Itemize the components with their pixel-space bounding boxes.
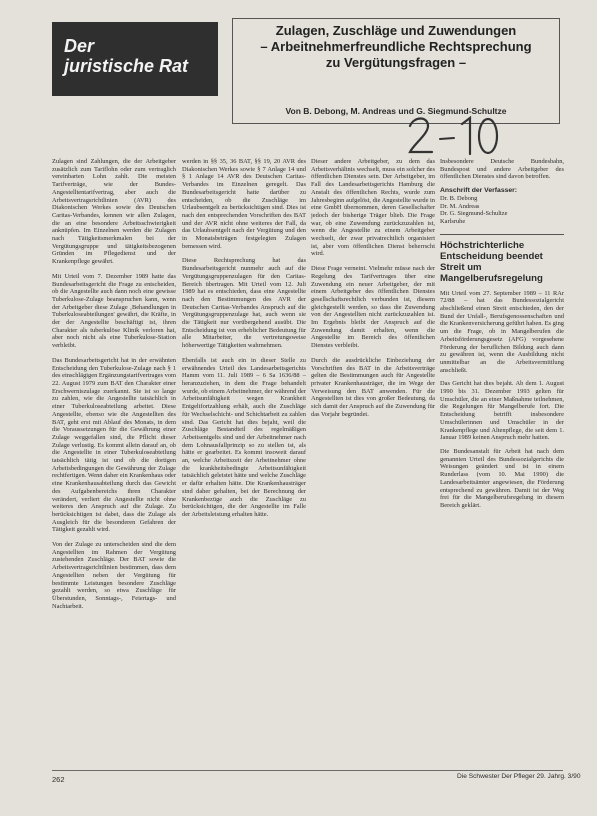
ribbon-text — [64, 36, 188, 76]
section-ribbon — [52, 22, 218, 96]
paragraph: Durch die ausdrückliche Einbeziehung der Vorschriften des BAT in die Arbeitsverträge gelten die Bestimmungen auch für Angestellte privater Krankenhausträger, die im Wege der Verweisung den BAT anwenden. Für die Angestellten ist dies von großer Bedeutung, da sich damit der Anspruch auf die Zuwendung für das Vorjahr begründet. — [311, 356, 435, 418]
article-title — [233, 23, 559, 71]
section-title: Höchstrichterliche Entscheidung beendet Streit um Mangelberufsregelung — [440, 239, 543, 284]
section-divider — [440, 234, 564, 235]
article-title-box — [232, 18, 560, 124]
paragraph: Das Bundesarbeitsgericht hat in der erwähnten Entscheidung den Tuberkulose-Zulage nach § 1 des einschlägigen Ergänzungstarifvertrages vom 22. August 1979 zum BAT den Charakter einer Erschwerniszulage zuerkannt. Sie ist so lange zu zahlen, wie die Angestellte tatsächlich in einer Tuberkuloseabteilung arbeitet. Diese Angestellte, ebenso wie die Angestellten des BAT, geht erst mit Ablauf des Monats, in dem die Voraussetzungen für die Gewährung einer Zulage weggefallen sind, die Pflicht dieser Zulage verlustig. Es kommt allein darauf an, ob die Angestellte in einer Tuberkuloseabteilung tatsächlich tätig ist und ob die dortigen Arbeitsbedingungen die Gewährung der Zulage rechtfertigen. Wenn daher ein Krankenhaus oder eine Krankenhausabteilung durch das Gewicht des Aufgabenbereichs ihren Charakter verändert, verliert die Angestellte nicht ohne weiteres den Anspruch auf die Zulage. Zu berücksichtigen ist dabei, dass die Zulage als Ausgleich für die besonderen Gefahren der Tätigkeit gezahlt wird. — [52, 356, 176, 534]
author-signature — [440, 195, 564, 226]
page-number: 262 — [52, 775, 65, 784]
publication-info: Die Schwester Der Pfleger 29. Jahrg. 3/90 — [457, 773, 581, 780]
column-2 — [182, 158, 306, 756]
column-4 — [440, 158, 564, 752]
paragraph: Die Bundesanstalt für Arbeit hat nach dem genannten Urteil des Bundessozialgerichts die Weisungen geändert und ist in einem Runderlass (vom 10. Mai 1990) die Landesarbeitsämter angewiesen, die Förderung entsprechend zu gewähren. Damit ist der Weg frei für die Mangelberufsregelung in diesem Bereich geklärt. — [440, 447, 564, 509]
paragraph: Insbesondere Deutsche Bundesbahn, Bundespost und andere Arbeitgeber des öffentlichen Dienstes sind davon betroffen. — [440, 158, 564, 181]
column-1 — [52, 158, 176, 756]
ribbon-line-1: Der — [64, 36, 95, 56]
title-line-1: Zulagen, Zuschläge und Zuwendungen — [275, 23, 517, 38]
paragraph: Mit Urteil vom 27. September 1989 – 11 RAr 72/88 – hat das Bundessozialgericht abschließend einen Streit entschieden, den der Bund der Unfall-, Berufsgenossenschaften und die Krankenversicherung geführt haben. Es ging um die Frage, ob in Mangelberufen die Arbeitsförderungsgesetz (AFG) vorgesehene Förderung der beruflichen Bildung auch dann zu gewähren ist, wenn die Ausbildung nicht unmittelbar an die Arbeitsvermittlung anschließt. — [440, 289, 564, 374]
paragraph: Diese Rechtsprechung hat das Bundesarbeitsgericht nunmehr auch auf die Vergütungsgruppenzulagen für den Caritas-Bereich übertragen. Mit Urteil vom 12. Juli 1989 hat es entschieden, dass eine Angestellte nach den Bestimmungen des AVR der Deutschen Caritas-Verbandes Anspruch auf die Vergütungsgruppenzulage hat, auch wenn sie die Tätigkeit nur vorübergehend ausübt. Die Entscheidung ist von erheblicher Bedeutung für alle Mitarbeiter, die vertretungsweise höherwertige Tätigkeiten wahrnehmen. — [182, 257, 306, 350]
paragraph: Diese Frage verneint. Vielmehr müsse nach der Regelung des Tarifvertrages über eine Zuwendung ein neuer Arbeitgeber, der mit einem Arbeitgeber des öffentlichen Dienstes gesellschaftsrechtlich verbunden ist, diesem gleichgestellt werden, so dass die Zuwendung von der Angestellten nicht zurückzuzahlen ist. Im Ergebnis bleibt der Anspruch auf die Zuwendung damit erhalten, wenn die Angestellte im Bereich des öffentlichen Dienstes verbleibt. — [311, 265, 435, 350]
signature-line: Karlsruhe — [440, 217, 466, 225]
title-line-3: zu Vergütungsfragen – — [325, 55, 467, 70]
paragraph: Das Gericht hat dies bejaht. Ab dem 1. August 1990 bis 31. Dezember 1993 gelten für Umschüler, die an einer Maßnahme teilnehmen, die Regelungen für Mangelberufe fort. Die Entscheidung betrifft insbesondere Umschülerinnen und Umschüler in der Krankenpflege und Altenpflege, die seit dem 1. Januar 1989 keinen Anspruch mehr hatten. — [440, 380, 564, 442]
footer-rule — [52, 770, 563, 771]
signature-line: Dr. B. Debong — [440, 194, 478, 202]
article-authors: Von B. Debong, M. Andreas und G. Siegmund-Schultze — [285, 106, 507, 116]
ribbon-line-2: juristische Rat — [64, 56, 189, 76]
paragraph: Zulagen sind Zahlungen, die der Arbeitgeber zusätzlich zum Tariflohn oder zum vertraglich vereinbarten Lohn zahlt. Die meisten Tarifverträge, wie der Bundes-Angestelltentarifvertrag, aber auch die Arbeitsvertragsrichtlinien (AVR) des Diakonischen Werkes sowie des Deutschen Caritas-Verbandes, kennen wir allen Zulagen, die an eine besondere Arbeitsschwierigkeit anknüpfen. Im Einzelnen werden die Zulagen nach Tätigkeitsmerkmalen bei der Vergütungsgruppe und tätigkeitsbezogenen Gründen im Pflegedienst und der Krankenpflege gewährt. — [52, 158, 176, 266]
signature-line: Dr. M. Andreas — [440, 202, 480, 210]
paragraph: Ebenfalls ist auch ein in dieser Stelle zu erwähnendes Urteil des Landesarbeitsgerichts Hamm vom 11. Juli 1989 – 6 Sa 1636/88 – heranzuziehen, in dem die Frage behandelt wurde, ob einem Arbeitnehmer, der während der Arbeitsunfähigkeit wegen Krankheit Entgeltfortzahlung erhält, auch die Zuschläge für Wechselschicht- und Schichtarbeit zu zahlen sind. Das Gericht hat dies bejaht, weil die Zuschläge Bestandteil des regelmäßigen Arbeitsentgelts sind und der Arbeitnehmer nach dem Lohnausfallprinzip so zu stellen ist, als hätte er gearbeitet. Es kommt insoweit darauf an, welche Arbeitszeit der Arbeitnehmer ohne die krankheitsbedingte Arbeitsunfähigkeit tatsächlich geleistet hätte und welche Zuschläge er dafür erhalten hätte. Die Krankenhausträger sind daher gehalten, bei der Berechnung der Krankenbezüge auch die Zuschläge zu berücksichtigen, die der Angestellte im Falle der Arbeitsleistung erhalten hätte. — [182, 356, 306, 518]
title-line-2: – Arbeitnehmerfreundliche Rechtsprechung — [260, 39, 532, 54]
handwritten-note-2-10 — [404, 114, 502, 158]
paragraph: Mit Urteil vom 7. Dezember 1989 hatte das Bundesarbeitsgericht die Frage zu entscheiden, ob die Angestellte auch dann noch eine gewisse Tuberkulose-Zulage beanspruchen kann, wenn der Arbeitgeber diese Zulage ‚Behandlungen in Tuberkuloseabteilungen' gewährt, die Kräfte, in der der Angestellte beschäftigt ist, ihren Charakter als tuberkulöse Klinik verloren hat, aber noch nicht als eine Tuberkulose-Station verbleibt. — [52, 272, 176, 350]
signature-line: Dr. G. Siegmund-Schultze — [440, 210, 508, 218]
paragraph: werden in §§ 35, 36 BAT, §§ 19, 20 AVR des Diakonischen Werkes sowie § 7 Anlage 14 und § 1 Anlage 14 AVR des Deutschen Caritas-Verbandes im Einzelnen geregelt. Das Bundesarbeitsgericht hatte darüber zu entscheiden, ob die Zuschläge im Urlaubsentgelt zu berücksichtigen sind. Dies ist nach den entsprechenden Vorschriften des BAT und der AVR nicht ohne weiteres der Fall, da das Urlaubsentgelt nach der Vergütung und den in Monatsbeträgen festgelegten Zulagen bemessen wird. — [182, 158, 306, 250]
signature-title: Anschrift der Verfasser: — [440, 187, 518, 195]
paragraph: Von der Zulage zu unterscheiden sind die dem Angestellten im Rahmen der Vergütung zustehenden Zuschläge. Der BAT sowie die Arbeitsvertragsrichtlinien bestimmen, dass dem Angestellten neben der Vergütung für bestimmte Leistungen besondere Zuschläge gezahlt werden, so etwa Zuschläge für Überstunden, Sonntags-, Feiertags- und Nachtarbeit. — [52, 541, 176, 610]
column-3 — [311, 158, 435, 756]
paragraph: Dieser andere Arbeitgeber, zu dem das Arbeitsverhältnis wechselt, muss ein solcher des öffentlichen Dienstes sein. Der Arbeitgeber, im Fall des Landesarbeitsgerichts Hamburg die Anstalt des öffentlichen Rechts, wurde zum Jahresbeginn aufgelöst, die Angestellte wurde in eine GmbH übernommen, deren Gesellschafter jedoch der bisherige Träger blieb. Die Frage war, ob eine Zuwendung zurückzuzahlen ist, wenn die Angestellte zu einem Arbeitgeber wechselt, der zwar privatrechtlich organisiert ist, aber vom öffentlichen Dienst beherrscht wird. — [311, 158, 435, 258]
